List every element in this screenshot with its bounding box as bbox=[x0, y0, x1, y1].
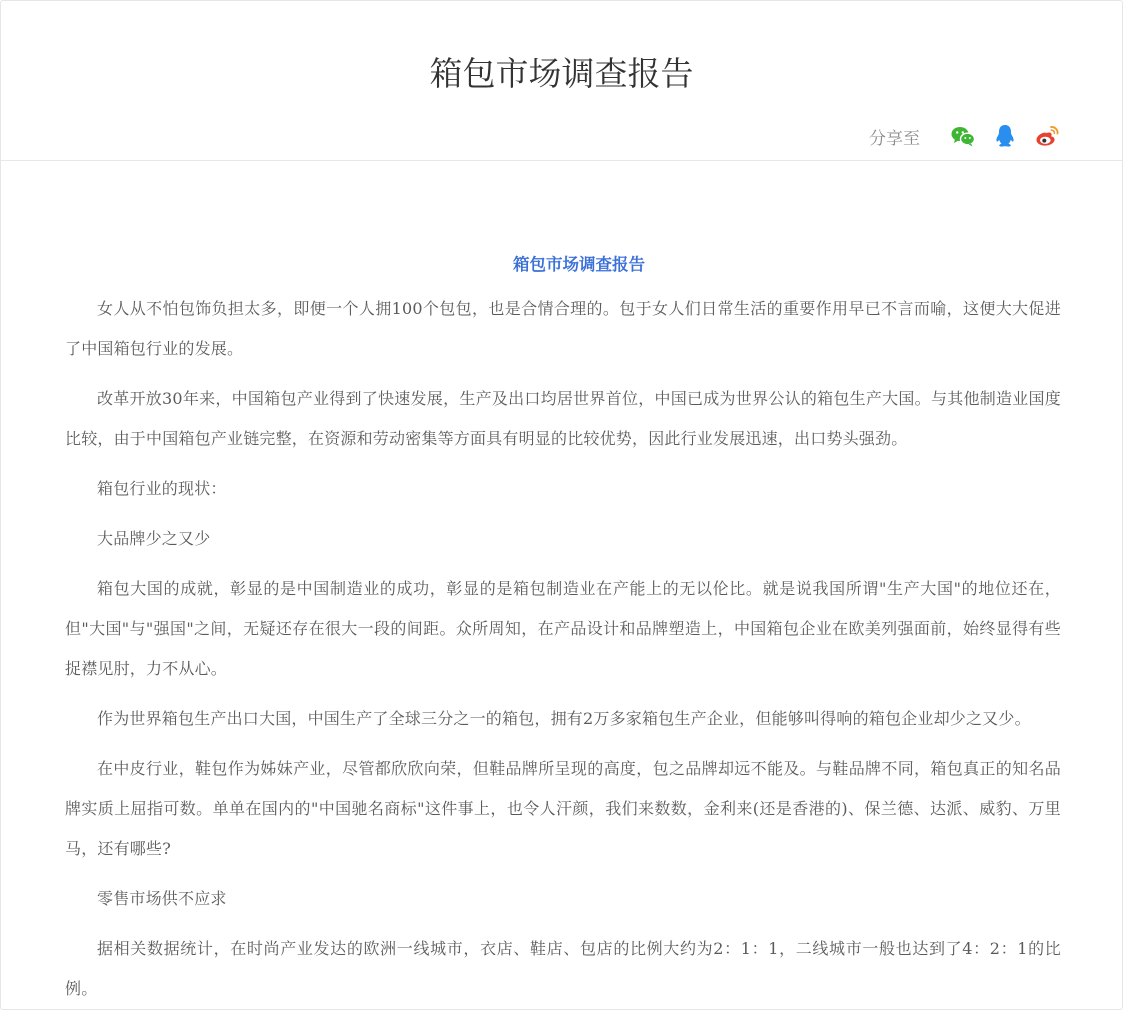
paragraph: 大品牌少之又少 bbox=[97, 529, 211, 548]
paragraph: 改革开放30年来，中国箱包产业得到了快速发展，生产及出口均居世界首位，中国已成为世界公认的箱包生产大国。与其他制造业国度比较，由于中国箱包产业链完整，在资源和劳动密集等方面具有明显的比较优势，因此行业发展迅速，出口势头强劲。 bbox=[65, 389, 1061, 448]
share-bar bbox=[869, 121, 1060, 151]
page-title: 箱包市场调查报告 bbox=[429, 54, 694, 93]
paragraph: 在中皮行业，鞋包作为姊妹产业，尽管都欣欣向荣，但鞋品牌所呈现的高度，包之品牌却远不能及。与鞋品牌不同，箱包真正的知名品牌实质上屈指可数。单单在国内的"中国驰名商标"这件事上，也令人汗颜，我们来数数，金利来(还是香港的)、保兰德、达派、威豹、万里马，还有哪些? bbox=[65, 759, 1061, 858]
qq-icon[interactable] bbox=[992, 123, 1018, 149]
paragraph: 作为世界箱包生产出口大国，中国生产了全球三分之一的箱包，拥有2万多家箱包生产企业，但能够叫得响的箱包企业却少之又少。 bbox=[97, 709, 1031, 728]
article-heading: 箱包市场调查报告 bbox=[513, 255, 645, 274]
weibo-icon[interactable] bbox=[1034, 123, 1060, 149]
paragraph: 零售市场供不应求 bbox=[97, 889, 227, 908]
article-body bbox=[65, 241, 1061, 1010]
share-label: 分享至 bbox=[869, 128, 920, 149]
article-header bbox=[1, 1, 1122, 161]
paragraph: 据相关数据统计，在时尚产业发达的欧洲一线城市，衣店、鞋店、包店的比例大约为2：1：1，二线城市一般也达到了4：2：1的比例。 bbox=[65, 939, 1061, 998]
paragraph: 箱包大国的成就，彰显的是中国制造业的成功，彰显的是箱包制造业在产能上的无以伦比。就是说我国所谓"生产大国"的地位还在，但"大国"与"强国"之间，无疑还存在很大一段的间距。众所周知，在产品设计和品牌塑造上，中国箱包企业在欧美列强面前，始终显得有些捉襟见肘，力不从心。 bbox=[65, 579, 1061, 678]
paragraph: 女人从不怕包饰负担太多，即便一个人拥100个包包，也是合情合理的。包于女人们日常生活的重要作用早已不言而喻，这便大大促进了中国箱包行业的发展。 bbox=[65, 299, 1061, 358]
paragraph: 箱包行业的现状： bbox=[97, 479, 227, 498]
wechat-icon[interactable] bbox=[950, 123, 976, 149]
